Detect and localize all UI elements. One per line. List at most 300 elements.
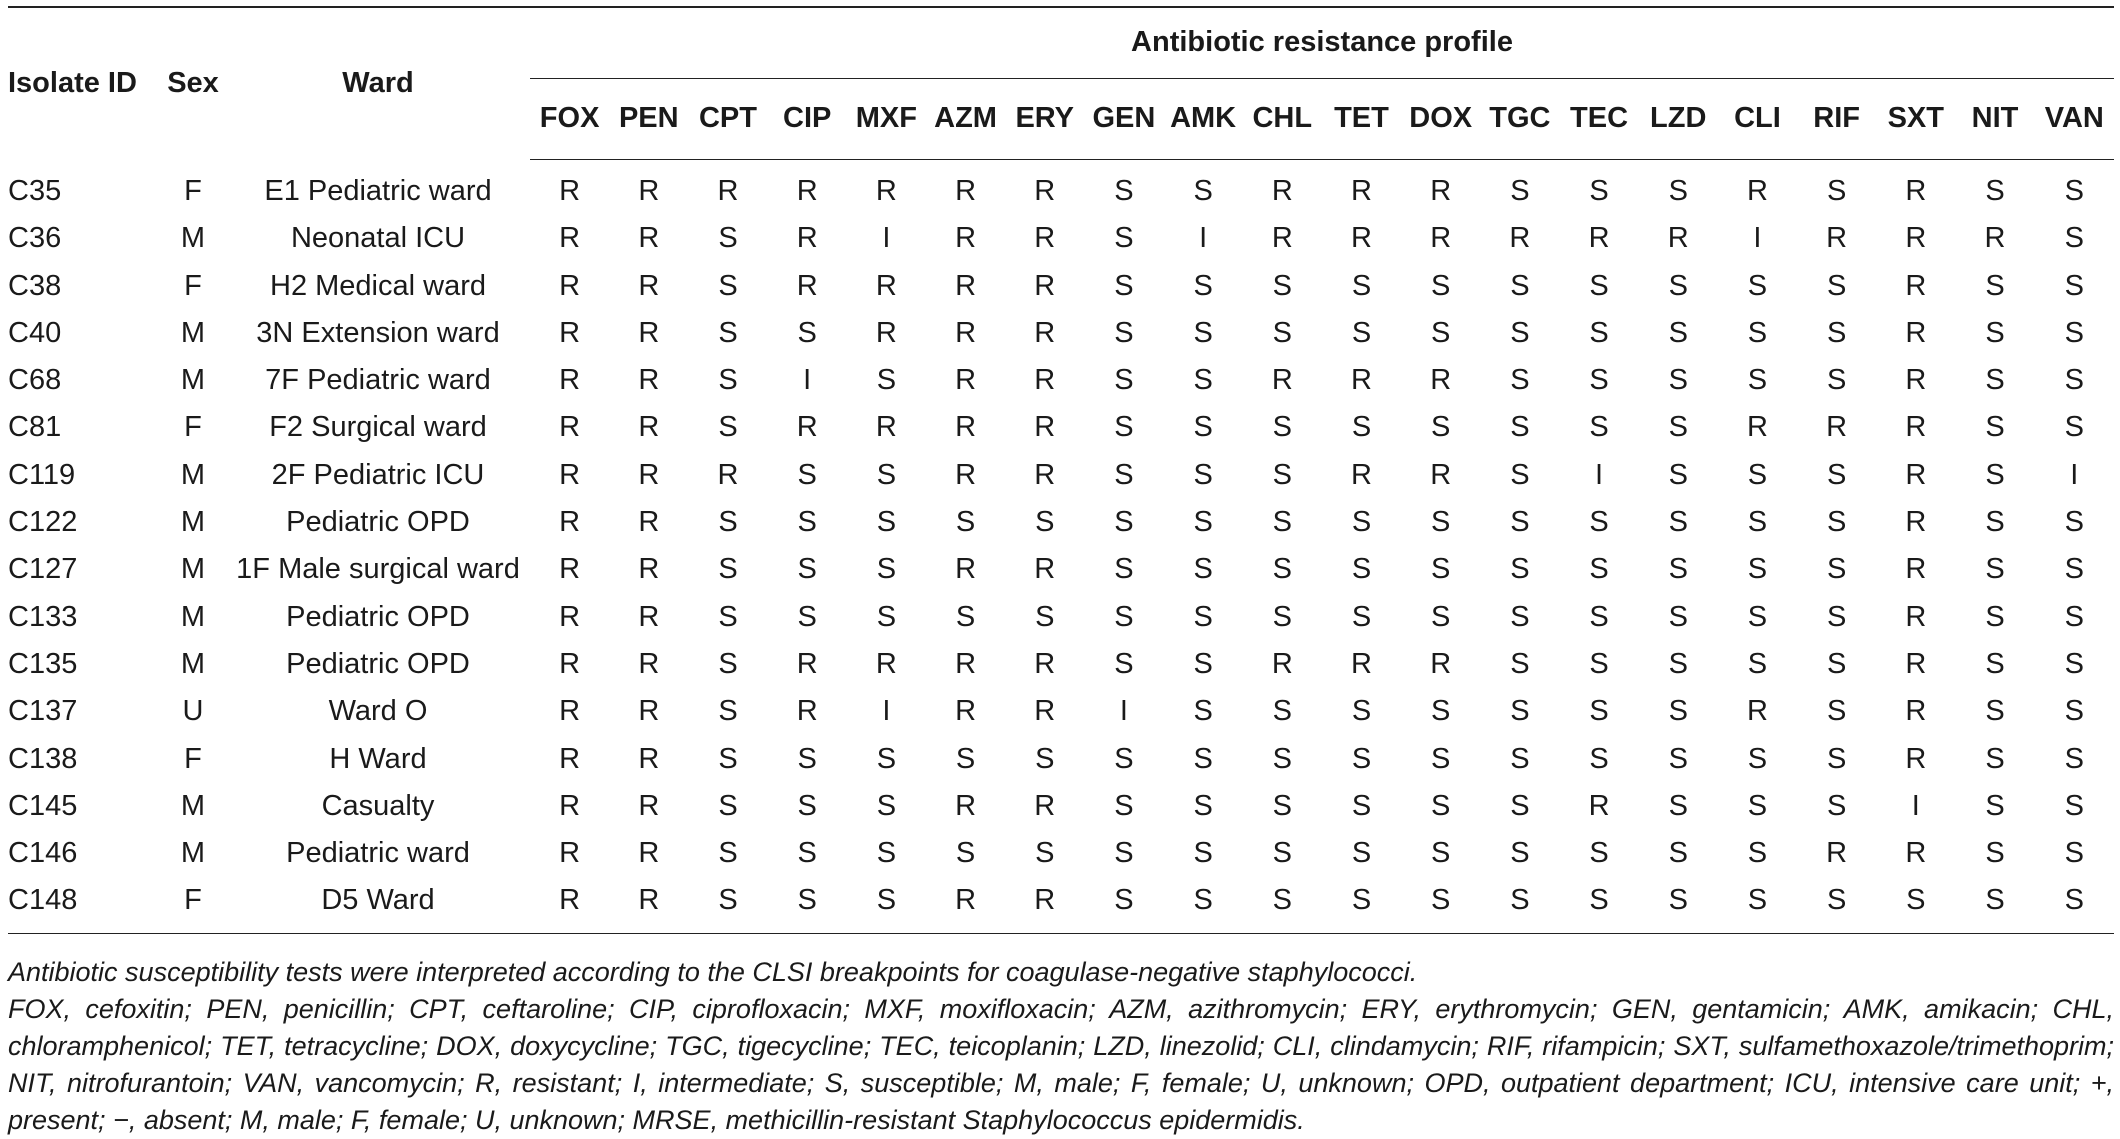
cell-sex: M <box>180 458 206 491</box>
cell-van: I <box>2070 458 2079 491</box>
cell-amk: S <box>1193 789 1213 822</box>
cell-van: S <box>2064 506 2084 539</box>
cell-gen: S <box>1084 877 1163 933</box>
cell-dox: R <box>1430 174 1452 207</box>
cell-sxt: R <box>1905 316 1927 349</box>
cell-nit: R <box>1984 222 2006 255</box>
cell-pen: R <box>609 877 688 933</box>
cell-gen: S <box>1114 269 1134 302</box>
cell-isolate-id: C138 <box>8 742 78 775</box>
cell-ward: D5 Ward <box>226 877 530 933</box>
cell-ery: R <box>1034 364 1056 397</box>
cell-azm: S <box>955 600 976 633</box>
cell-ward: Pediatric OPD <box>286 600 470 633</box>
cell-cli: S <box>1747 506 1768 539</box>
cell-tec: S <box>1589 553 1609 586</box>
cell-tgc: S <box>1510 411 1530 444</box>
cell-tet: R <box>1351 364 1372 397</box>
cell-fox: R <box>559 222 581 255</box>
header-antibiotic-azm: AZM <box>926 79 1005 160</box>
table-footnote <box>8 954 2114 1139</box>
cell-tet: S <box>1351 742 1372 775</box>
cell-tet: S <box>1322 877 1401 933</box>
cell-cpt: S <box>718 411 738 444</box>
cell-tet: S <box>1351 411 1372 444</box>
cell-nit: S <box>1985 837 2005 870</box>
cell-nit: S <box>1985 647 2005 680</box>
cell-chl: R <box>1271 174 1293 207</box>
cell-amk: S <box>1193 600 1213 633</box>
cell-mxf: S <box>876 553 897 586</box>
cell-mxf: S <box>847 877 926 933</box>
cell-rif: S <box>1826 316 1847 349</box>
cell-mxf: I <box>882 222 891 255</box>
cell-cip: S <box>797 837 817 870</box>
cell-cip: R <box>796 269 818 302</box>
cell-rif: S <box>1826 364 1847 397</box>
cell-gen: I <box>1119 695 1128 728</box>
cell-nit: S <box>1955 877 2034 933</box>
cell-ery: S <box>1035 600 1055 633</box>
cell-amk: S <box>1193 174 1213 207</box>
cell-van: S <box>2064 647 2084 680</box>
cell-amk: S <box>1193 837 1213 870</box>
cell-ward: E1 Pediatric ward <box>264 174 492 207</box>
table-row <box>8 404 2114 451</box>
cell-cli: R <box>1746 174 1768 207</box>
cell-sex: M <box>180 647 206 680</box>
cell-tgc: S <box>1510 364 1530 397</box>
cell-nit: S <box>1985 742 2005 775</box>
table-row <box>8 215 2114 262</box>
cell-isolate-id: C81 <box>8 411 62 444</box>
cell-sxt: R <box>1905 269 1927 302</box>
cell-lzd: S <box>1668 364 1688 397</box>
cell-tgc: S <box>1510 742 1530 775</box>
cell-isolate-id: C145 <box>8 789 78 822</box>
cell-cpt: S <box>718 222 738 255</box>
cell-rif: S <box>1826 506 1847 539</box>
table-row <box>8 310 2114 357</box>
cell-rif: R <box>1826 411 1848 444</box>
cell-pen: R <box>638 742 660 775</box>
cell-amk: S <box>1193 458 1213 491</box>
cell-cli: R <box>1746 695 1768 728</box>
cell-fox: R <box>559 837 581 870</box>
footnote-abbreviations: FOX, cefoxitin; PEN, penicillin; CPT, ceftaroline; CIP, ciprofloxacin; MXF, moxifloxacin; AZM, azithromycin; ERY, erythromycin; GEN, gentamicin; AMK, amikacin; CHL, chloramphenicol; TET, tetracycline; DOX, doxycycline; TGC, tigecycline; TEC, teicoplanin; LZD, linezolid; CLI, clindamycin; RIF, rifampicin; SXT, sulfamethoxazole/trimethoprim; NIT, nitrofurantoin; VAN, vancomycin; R, resistant; I, intermediate; S, susceptible; M, male; F, female; U, unknown; OPD, outpatient department; ICU, intensive care unit; +, present; −, absent; M, male; F, female; U, unknown; MRSE, methicillin-resistant Staphylococcus epidermidis. <box>8 994 2114 1135</box>
cell-nit: S <box>1985 364 2005 397</box>
cell-sxt: R <box>1905 837 1927 870</box>
cell-tec: S <box>1589 600 1609 633</box>
cell-ward: 7F Pediatric ward <box>265 364 491 397</box>
cell-cpt: S <box>718 316 738 349</box>
cell-sxt: I <box>1911 789 1920 822</box>
cell-pen: R <box>638 789 660 822</box>
cell-dox: R <box>1430 364 1452 397</box>
cell-lzd: S <box>1668 837 1688 870</box>
cell-lzd: S <box>1668 553 1688 586</box>
cell-ward: 1F Male surgical ward <box>236 553 520 586</box>
cell-lzd: S <box>1668 789 1688 822</box>
cell-mxf: S <box>876 458 897 491</box>
cell-dox: S <box>1401 877 1480 933</box>
cell-tec: S <box>1589 506 1609 539</box>
cell-fox: R <box>559 647 581 680</box>
cell-tgc: S <box>1510 458 1530 491</box>
header-resistance-profile: Antibiotic resistance profile <box>530 7 2114 79</box>
cell-pen: R <box>638 837 660 870</box>
cell-lzd: S <box>1668 174 1688 207</box>
cell-gen: S <box>1114 553 1134 586</box>
cell-amk: S <box>1193 316 1213 349</box>
cell-fox: R <box>530 877 609 933</box>
cell-amk: S <box>1193 364 1213 397</box>
cell-tec: S <box>1589 316 1609 349</box>
cell-tet: S <box>1351 789 1372 822</box>
cell-azm: R <box>955 647 977 680</box>
cell-amk: S <box>1164 877 1243 933</box>
cell-pen: R <box>638 553 660 586</box>
cell-isolate-id: C148 <box>8 877 160 933</box>
cell-chl: R <box>1271 222 1293 255</box>
header-antibiotic-cip: CIP <box>768 79 847 160</box>
cell-amk: S <box>1193 269 1213 302</box>
header-antibiotic-lzd: LZD <box>1639 79 1718 160</box>
cell-chl: S <box>1272 789 1292 822</box>
cell-dox: S <box>1431 600 1451 633</box>
cell-azm: R <box>955 695 977 728</box>
cell-mxf: S <box>876 742 897 775</box>
cell-cpt: S <box>718 600 738 633</box>
cell-azm: R <box>955 364 977 397</box>
cell-van: S <box>2064 742 2084 775</box>
cell-fox: R <box>559 742 581 775</box>
cell-tgc: S <box>1510 837 1530 870</box>
cell-tec: I <box>1595 458 1604 491</box>
cell-mxf: R <box>875 174 897 207</box>
cell-mxf: S <box>876 837 897 870</box>
header-antibiotic-rif: RIF <box>1797 79 1876 160</box>
cell-gen: S <box>1114 364 1134 397</box>
cell-cpt: R <box>717 174 739 207</box>
cell-isolate-id: C119 <box>8 458 76 491</box>
cell-isolate-id: C122 <box>8 506 78 539</box>
cell-cip: S <box>797 458 817 491</box>
cell-tec: S <box>1589 364 1609 397</box>
cell-sex: M <box>180 316 206 349</box>
cell-rif: R <box>1826 222 1848 255</box>
cell-gen: S <box>1114 742 1134 775</box>
cell-cli: S <box>1747 742 1768 775</box>
cell-isolate-id: C127 <box>8 553 78 586</box>
cell-tgc: S <box>1510 600 1530 633</box>
cell-sex: M <box>180 553 206 586</box>
header-antibiotic-ery: ERY <box>1005 79 1084 160</box>
cell-lzd: S <box>1668 458 1688 491</box>
cell-ery: R <box>1034 458 1056 491</box>
cell-nit: S <box>1985 411 2005 444</box>
cell-azm: R <box>955 789 977 822</box>
cell-sxt: R <box>1905 600 1927 633</box>
cell-cpt: S <box>718 742 738 775</box>
cell-cli: S <box>1747 364 1768 397</box>
cell-dox: S <box>1431 316 1451 349</box>
cell-lzd: S <box>1668 506 1688 539</box>
cell-dox: S <box>1431 789 1451 822</box>
cell-dox: S <box>1431 742 1451 775</box>
cell-nit: S <box>1985 506 2005 539</box>
cell-sxt: R <box>1905 695 1927 728</box>
cell-cpt: S <box>718 269 738 302</box>
cell-cpt: R <box>717 458 739 491</box>
cell-nit: S <box>1985 695 2005 728</box>
cell-isolate-id: C135 <box>8 647 78 680</box>
cell-cpt: S <box>718 837 738 870</box>
cell-isolate-id: C133 <box>8 600 78 633</box>
cell-sex: M <box>180 222 206 255</box>
cell-tgc: S <box>1510 506 1530 539</box>
cell-lzd: S <box>1639 877 1718 933</box>
cell-fox: R <box>559 600 581 633</box>
cell-van: S <box>2064 553 2084 586</box>
cell-tec: R <box>1588 222 1610 255</box>
cell-pen: R <box>638 458 660 491</box>
cell-rif: S <box>1826 647 1847 680</box>
cell-ery: S <box>1035 742 1055 775</box>
cell-sex: U <box>182 695 204 728</box>
cell-tgc: S <box>1510 553 1530 586</box>
cell-van: S <box>2064 316 2084 349</box>
cell-van: S <box>2064 174 2084 207</box>
cell-ward: 3N Extension ward <box>256 316 500 349</box>
cell-sxt: R <box>1905 506 1927 539</box>
cell-cli: S <box>1747 458 1768 491</box>
cell-chl: R <box>1271 647 1293 680</box>
cell-dox: S <box>1431 553 1451 586</box>
cell-isolate-id: C35 <box>8 174 62 207</box>
cell-sxt: R <box>1905 174 1927 207</box>
resistance-table <box>8 6 2114 934</box>
header-antibiotic-mxf: MXF <box>847 79 926 160</box>
cell-tec: R <box>1588 789 1610 822</box>
cell-tec: S <box>1589 269 1609 302</box>
cell-sex: M <box>180 364 206 397</box>
table-body <box>8 160 2114 934</box>
cell-pen: R <box>638 600 660 633</box>
cell-tet: S <box>1351 316 1372 349</box>
cell-dox: R <box>1430 222 1452 255</box>
cell-rif: S <box>1826 600 1847 633</box>
cell-ery: S <box>1035 506 1055 539</box>
cell-chl: R <box>1271 364 1293 397</box>
cell-rif: S <box>1826 553 1847 586</box>
cell-mxf: R <box>875 647 897 680</box>
cell-tgc: S <box>1510 174 1530 207</box>
cell-amk: I <box>1199 222 1208 255</box>
cell-pen: R <box>638 695 660 728</box>
cell-cpt: S <box>718 789 738 822</box>
header-antibiotic-cli: CLI <box>1718 79 1797 160</box>
cell-van: S <box>2064 695 2084 728</box>
cell-dox: S <box>1431 837 1451 870</box>
cell-nit: S <box>1985 174 2005 207</box>
cell-ward: Ward O <box>328 695 428 728</box>
cell-chl: S <box>1272 458 1292 491</box>
cell-ward: 2F Pediatric ICU <box>271 458 485 491</box>
cell-sxt: R <box>1905 458 1927 491</box>
cell-isolate-id: C36 <box>8 222 62 255</box>
cell-isolate-id: C137 <box>8 695 78 728</box>
cell-fox: R <box>559 411 581 444</box>
table-row <box>8 877 2114 933</box>
cell-van: S <box>2035 877 2114 933</box>
table-row <box>8 263 2114 310</box>
cell-fox: R <box>559 695 581 728</box>
cell-chl: S <box>1272 269 1292 302</box>
cell-sex: M <box>180 506 206 539</box>
header-antibiotic-tgc: TGC <box>1480 79 1559 160</box>
cell-dox: S <box>1431 695 1451 728</box>
cell-ery: R <box>1034 222 1056 255</box>
cell-nit: S <box>1985 458 2005 491</box>
cell-dox: S <box>1431 269 1451 302</box>
cell-cli: S <box>1747 269 1768 302</box>
table-row <box>8 357 2114 404</box>
cell-ery: R <box>1034 269 1056 302</box>
cell-ward: H Ward <box>329 742 427 775</box>
cell-ery: R <box>1034 647 1056 680</box>
cell-pen: R <box>638 269 660 302</box>
cell-nit: S <box>1985 269 2005 302</box>
cell-van: S <box>2064 269 2084 302</box>
cell-azm: R <box>955 269 977 302</box>
header-antibiotic-cpt: CPT <box>688 79 767 160</box>
cell-ward: Pediatric ward <box>286 837 470 870</box>
cell-rif: S <box>1826 695 1847 728</box>
footnote-interpretation: Antibiotic susceptibility tests were interpreted according to the CLSI breakpoints for coagulase-negative staphylococci. <box>8 957 1418 987</box>
cell-tet: S <box>1351 553 1372 586</box>
cell-cpt: S <box>718 695 738 728</box>
cell-fox: R <box>559 316 581 349</box>
table-row <box>8 160 2114 216</box>
cell-azm: S <box>955 742 976 775</box>
cell-tet: R <box>1351 222 1372 255</box>
cell-nit: S <box>1985 789 2005 822</box>
cell-sex: M <box>180 837 206 870</box>
cell-gen: S <box>1114 316 1134 349</box>
cell-ery: R <box>1034 695 1056 728</box>
cell-sex: F <box>184 742 202 775</box>
cell-tgc: S <box>1510 316 1530 349</box>
cell-amk: S <box>1193 506 1213 539</box>
cell-rif: S <box>1826 742 1847 775</box>
cell-rif: S <box>1826 269 1847 302</box>
cell-van: S <box>2064 364 2084 397</box>
cell-sex: F <box>184 411 202 444</box>
cell-tet: S <box>1351 269 1372 302</box>
cell-tec: S <box>1589 837 1609 870</box>
cell-pen: R <box>638 222 660 255</box>
cell-sxt: S <box>1876 877 1955 933</box>
cell-ward: Pediatric OPD <box>286 647 470 680</box>
header-antibiotic-sxt: SXT <box>1876 79 1955 160</box>
cell-cip: S <box>797 600 817 633</box>
cell-chl: S <box>1272 837 1292 870</box>
cell-ward: H2 Medical ward <box>270 269 486 302</box>
cell-azm: S <box>955 837 976 870</box>
cell-tec: S <box>1589 174 1609 207</box>
cell-chl: S <box>1272 695 1292 728</box>
cell-azm: R <box>955 411 977 444</box>
cell-lzd: S <box>1668 269 1688 302</box>
cell-gen: S <box>1114 647 1134 680</box>
cell-cip: S <box>797 789 817 822</box>
cell-ward: Pediatric OPD <box>286 506 470 539</box>
cell-fox: R <box>559 269 581 302</box>
cell-lzd: S <box>1668 411 1688 444</box>
cell-gen: S <box>1114 789 1134 822</box>
cell-azm: R <box>955 222 977 255</box>
cell-azm: R <box>955 458 977 491</box>
header-antibiotic-van: VAN <box>2035 79 2114 160</box>
table-row <box>8 783 2114 830</box>
cell-pen: R <box>638 364 660 397</box>
cell-cip: R <box>796 647 818 680</box>
cell-cip: S <box>797 506 817 539</box>
cell-ward: F2 Surgical ward <box>269 411 487 444</box>
table-row <box>8 452 2114 499</box>
cell-lzd: S <box>1668 316 1688 349</box>
cell-cli: S <box>1747 647 1768 680</box>
cell-gen: S <box>1114 837 1134 870</box>
cell-mxf: S <box>876 506 897 539</box>
cell-chl: S <box>1272 411 1292 444</box>
cell-cli: S <box>1718 877 1797 933</box>
header-sex: Sex <box>160 7 226 160</box>
cell-pen: R <box>638 316 660 349</box>
cell-pen: R <box>638 506 660 539</box>
cell-ery: R <box>1034 316 1056 349</box>
table-header <box>8 7 2114 160</box>
cell-sex: M <box>180 600 206 633</box>
cell-van: S <box>2064 222 2084 255</box>
cell-mxf: R <box>875 411 897 444</box>
cell-chl: S <box>1272 553 1292 586</box>
table-row <box>8 594 2114 641</box>
cell-ery: S <box>1035 837 1055 870</box>
cell-lzd: R <box>1667 222 1689 255</box>
cell-tec: S <box>1589 411 1609 444</box>
cell-mxf: S <box>876 789 897 822</box>
cell-lzd: S <box>1668 600 1688 633</box>
cell-tgc: S <box>1480 877 1559 933</box>
cell-amk: S <box>1193 647 1213 680</box>
cell-ery: R <box>1034 411 1056 444</box>
cell-tgc: S <box>1510 789 1530 822</box>
cell-tet: S <box>1351 600 1372 633</box>
cell-gen: S <box>1114 174 1134 207</box>
header-antibiotic-amk: AMK <box>1164 79 1243 160</box>
cell-dox: S <box>1431 506 1451 539</box>
cell-azm: R <box>955 174 977 207</box>
cell-tgc: R <box>1509 222 1531 255</box>
cell-chl: S <box>1243 877 1322 933</box>
cell-cip: S <box>797 316 817 349</box>
cell-rif: S <box>1826 458 1847 491</box>
header-antibiotic-chl: CHL <box>1243 79 1322 160</box>
cell-sex: F <box>160 877 226 933</box>
cell-amk: S <box>1193 742 1213 775</box>
